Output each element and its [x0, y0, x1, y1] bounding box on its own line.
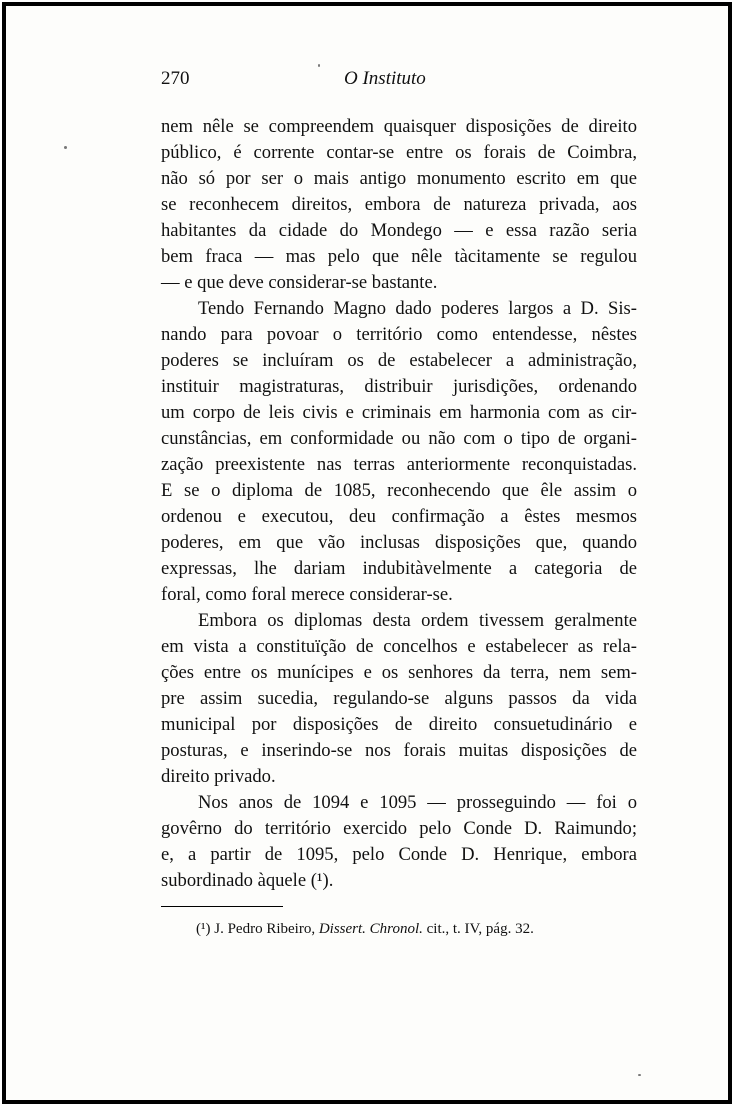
text-line: um corpo de leis civis e criminais em harmonia com as cir- — [161, 402, 637, 423]
text-line: subordinado àquele (¹). — [161, 870, 334, 891]
text-line: instituir magistraturas, distribuir jurisdições, ordenando — [161, 376, 637, 397]
text-line: municipal por disposições de direito consuetudinário e — [161, 714, 637, 735]
text-line: — e que deve considerar-se bastante. — [161, 272, 438, 293]
page-frame — [2, 2, 732, 1104]
text-line: Embora os diplomas desta ordem tivessem geralmente — [198, 610, 637, 631]
text-line: em vista a constituïção de concelhos e estabelecer as rela- — [161, 636, 637, 657]
text-line: zação preexistente nas terras anteriormente reconquistadas. — [161, 454, 637, 475]
text-line: Nos anos de 1094 e 1095 — prosseguindo — foi o — [198, 792, 637, 813]
text-line: posturas, e inserindo-se nos forais muitas disposições de — [161, 740, 637, 761]
text-line: expressas, lhe dariam indubitàvelmente a categoria de — [161, 558, 637, 579]
footnote-title: Dissert. Chronol. — [318, 921, 423, 937]
paper-speck — [638, 1074, 641, 1076]
text-line: E se o diploma de 1085, reconhecendo que êle assim o — [161, 480, 637, 501]
text-line: se reconhecem direitos, embora de natureza privada, aos — [161, 194, 637, 215]
footnote-citation: cit., t. IV, pág. 32. — [426, 921, 534, 937]
text-line: bem fraca — mas pelo que nêle tàcitamente se regulou — [161, 246, 637, 267]
text-line: habitantes da cidade do Mondego — e essa razão seria — [161, 220, 637, 241]
text-line: nem nêle se compreendem quaisquer disposições de direito — [161, 116, 637, 137]
running-title: O Instituto — [344, 68, 426, 89]
text-line: ordenou e executou, deu confirmação a êstes mesmos — [161, 506, 637, 527]
body-text — [161, 114, 637, 894]
text-line: e, a partir de 1095, pelo Conde D. Henrique, embora — [161, 844, 637, 865]
text-line: público, é corrente contar-se entre os forais de Coimbra, — [161, 142, 637, 163]
text-line: foral, como foral merece considerar-se. — [161, 584, 453, 605]
text-line: govêrno do território exercido pelo Conde D. Raimundo; — [161, 818, 637, 839]
text-line: ções entre os munícipes e os senhores da terra, nem sem- — [161, 662, 637, 683]
text-line: direito privado. — [161, 766, 276, 787]
text-line: Tendo Fernando Magno dado poderes largos a D. Sis- — [198, 298, 637, 319]
footnote-author: J. Pedro Ribeiro, — [214, 921, 316, 937]
text-line: pre assim sucedia, regulando-se alguns passos da vida — [161, 688, 637, 709]
paper-speck — [318, 64, 320, 67]
footnote — [196, 921, 534, 938]
footnote-marker: (¹) — [196, 921, 211, 937]
book-page — [6, 6, 728, 1100]
footnote-rule — [161, 906, 283, 907]
text-line: cunstâncias, em conformidade ou não com o tipo de organi- — [161, 428, 637, 449]
text-line: poderes se incluíram os de estabelecer a administração, — [161, 350, 637, 371]
page-number: 270 — [161, 68, 190, 89]
page-header — [161, 68, 637, 94]
text-line: poderes, em que vão inclusas disposições que, quando — [161, 532, 637, 553]
paper-speck — [64, 146, 67, 149]
text-line: não só por ser o mais antigo monumento escrito em que — [161, 168, 637, 189]
text-line: nando para povoar o território como entendesse, nêstes — [161, 324, 637, 345]
